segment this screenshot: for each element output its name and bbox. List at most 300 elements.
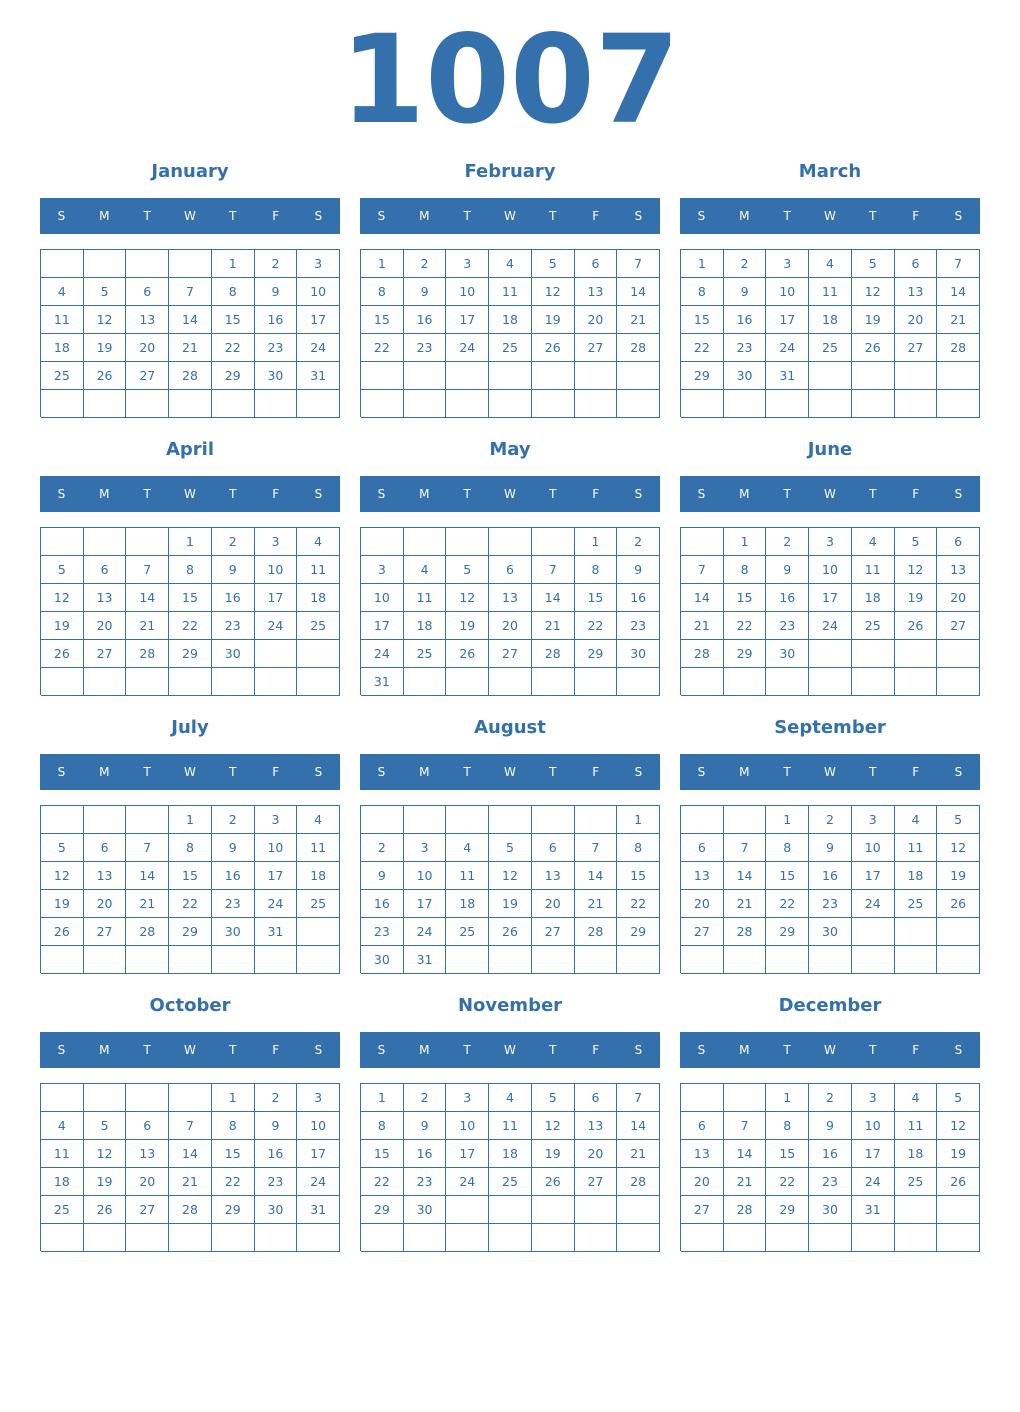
day-cell[interactable]: 2 xyxy=(766,528,809,556)
day-cell[interactable]: 25 xyxy=(446,918,489,946)
day-cell[interactable]: 22 xyxy=(724,612,767,640)
day-cell[interactable]: 17 xyxy=(361,612,404,640)
day-cell[interactable]: 27 xyxy=(489,640,532,668)
day-cell[interactable]: 2 xyxy=(404,1084,447,1112)
day-cell[interactable]: 21 xyxy=(681,612,724,640)
day-cell[interactable]: 23 xyxy=(212,612,255,640)
day-cell[interactable]: 14 xyxy=(724,1140,767,1168)
day-cell[interactable]: 30 xyxy=(212,640,255,668)
day-cell[interactable]: 25 xyxy=(41,362,84,390)
day-cell[interactable]: 30 xyxy=(404,1196,447,1224)
day-cell[interactable]: 16 xyxy=(255,1140,298,1168)
day-cell[interactable]: 6 xyxy=(126,1112,169,1140)
day-cell[interactable]: 17 xyxy=(404,890,447,918)
day-cell[interactable]: 13 xyxy=(681,1140,724,1168)
day-cell[interactable]: 2 xyxy=(212,528,255,556)
day-cell[interactable]: 30 xyxy=(809,918,852,946)
day-cell[interactable]: 30 xyxy=(255,362,298,390)
day-cell[interactable]: 8 xyxy=(361,1112,404,1140)
day-cell[interactable]: 16 xyxy=(809,862,852,890)
day-cell[interactable]: 20 xyxy=(895,306,938,334)
day-cell[interactable]: 1 xyxy=(169,528,212,556)
day-cell[interactable]: 23 xyxy=(809,890,852,918)
day-cell[interactable]: 4 xyxy=(895,806,938,834)
day-cell[interactable]: 1 xyxy=(169,806,212,834)
day-cell[interactable]: 16 xyxy=(212,584,255,612)
day-cell[interactable]: 27 xyxy=(895,334,938,362)
day-cell[interactable]: 29 xyxy=(212,1196,255,1224)
day-cell[interactable]: 8 xyxy=(361,278,404,306)
day-cell[interactable]: 1 xyxy=(766,1084,809,1112)
day-cell[interactable]: 28 xyxy=(126,918,169,946)
day-cell[interactable]: 4 xyxy=(489,250,532,278)
day-cell[interactable]: 12 xyxy=(84,306,127,334)
day-cell[interactable]: 12 xyxy=(446,584,489,612)
day-cell[interactable]: 12 xyxy=(532,1112,575,1140)
day-cell[interactable]: 16 xyxy=(212,862,255,890)
day-cell[interactable]: 23 xyxy=(724,334,767,362)
day-cell[interactable]: 26 xyxy=(446,640,489,668)
day-cell[interactable]: 6 xyxy=(681,1112,724,1140)
day-cell[interactable]: 10 xyxy=(766,278,809,306)
day-cell[interactable]: 18 xyxy=(895,1140,938,1168)
day-cell[interactable]: 6 xyxy=(681,834,724,862)
day-cell[interactable]: 15 xyxy=(681,306,724,334)
day-cell[interactable]: 25 xyxy=(41,1196,84,1224)
day-cell[interactable]: 21 xyxy=(575,890,618,918)
day-cell[interactable]: 2 xyxy=(255,1084,298,1112)
day-cell[interactable]: 24 xyxy=(809,612,852,640)
day-cell[interactable]: 4 xyxy=(446,834,489,862)
day-cell[interactable]: 2 xyxy=(404,250,447,278)
day-cell[interactable]: 23 xyxy=(255,334,298,362)
day-cell[interactable]: 10 xyxy=(297,278,340,306)
day-cell[interactable]: 30 xyxy=(766,640,809,668)
day-cell[interactable]: 24 xyxy=(852,1168,895,1196)
day-cell[interactable]: 29 xyxy=(575,640,618,668)
day-cell[interactable]: 21 xyxy=(724,890,767,918)
day-cell[interactable]: 11 xyxy=(895,834,938,862)
day-cell[interactable]: 21 xyxy=(617,1140,660,1168)
day-cell[interactable]: 23 xyxy=(766,612,809,640)
day-cell[interactable]: 17 xyxy=(297,306,340,334)
day-cell[interactable]: 15 xyxy=(617,862,660,890)
day-cell[interactable]: 16 xyxy=(404,306,447,334)
day-cell[interactable]: 4 xyxy=(809,250,852,278)
day-cell[interactable]: 12 xyxy=(41,862,84,890)
day-cell[interactable]: 12 xyxy=(895,556,938,584)
day-cell[interactable]: 16 xyxy=(809,1140,852,1168)
day-cell[interactable]: 3 xyxy=(766,250,809,278)
day-cell[interactable]: 9 xyxy=(766,556,809,584)
day-cell[interactable]: 4 xyxy=(297,528,340,556)
day-cell[interactable]: 20 xyxy=(681,890,724,918)
day-cell[interactable]: 16 xyxy=(361,890,404,918)
day-cell[interactable]: 17 xyxy=(446,306,489,334)
day-cell[interactable]: 3 xyxy=(852,1084,895,1112)
day-cell[interactable]: 2 xyxy=(809,1084,852,1112)
day-cell[interactable]: 31 xyxy=(297,362,340,390)
day-cell[interactable]: 12 xyxy=(84,1140,127,1168)
day-cell[interactable]: 15 xyxy=(169,584,212,612)
day-cell[interactable]: 24 xyxy=(361,640,404,668)
day-cell[interactable]: 2 xyxy=(212,806,255,834)
day-cell[interactable]: 3 xyxy=(255,528,298,556)
day-cell[interactable]: 5 xyxy=(489,834,532,862)
day-cell[interactable]: 25 xyxy=(489,1168,532,1196)
day-cell[interactable]: 22 xyxy=(361,1168,404,1196)
day-cell[interactable]: 21 xyxy=(724,1168,767,1196)
day-cell[interactable]: 8 xyxy=(766,834,809,862)
day-cell[interactable]: 28 xyxy=(937,334,980,362)
day-cell[interactable]: 19 xyxy=(446,612,489,640)
day-cell[interactable]: 8 xyxy=(575,556,618,584)
day-cell[interactable]: 27 xyxy=(84,918,127,946)
day-cell[interactable]: 19 xyxy=(489,890,532,918)
day-cell[interactable]: 4 xyxy=(404,556,447,584)
day-cell[interactable]: 13 xyxy=(895,278,938,306)
day-cell[interactable]: 18 xyxy=(489,306,532,334)
day-cell[interactable]: 7 xyxy=(724,834,767,862)
day-cell[interactable]: 16 xyxy=(617,584,660,612)
day-cell[interactable]: 29 xyxy=(169,918,212,946)
day-cell[interactable]: 13 xyxy=(126,1140,169,1168)
day-cell[interactable]: 28 xyxy=(575,918,618,946)
day-cell[interactable]: 6 xyxy=(532,834,575,862)
day-cell[interactable]: 10 xyxy=(446,278,489,306)
day-cell[interactable]: 5 xyxy=(937,1084,980,1112)
day-cell[interactable]: 29 xyxy=(361,1196,404,1224)
day-cell[interactable]: 8 xyxy=(681,278,724,306)
day-cell[interactable]: 25 xyxy=(895,1168,938,1196)
day-cell[interactable]: 27 xyxy=(681,1196,724,1224)
day-cell[interactable]: 5 xyxy=(895,528,938,556)
day-cell[interactable]: 18 xyxy=(404,612,447,640)
day-cell[interactable]: 19 xyxy=(895,584,938,612)
day-cell[interactable]: 8 xyxy=(169,834,212,862)
day-cell[interactable]: 20 xyxy=(84,612,127,640)
day-cell[interactable]: 23 xyxy=(404,1168,447,1196)
day-cell[interactable]: 22 xyxy=(169,612,212,640)
day-cell[interactable]: 18 xyxy=(809,306,852,334)
day-cell[interactable]: 28 xyxy=(532,640,575,668)
day-cell[interactable]: 1 xyxy=(724,528,767,556)
day-cell[interactable]: 21 xyxy=(169,1168,212,1196)
day-cell[interactable]: 16 xyxy=(724,306,767,334)
day-cell[interactable]: 6 xyxy=(84,834,127,862)
day-cell[interactable]: 19 xyxy=(852,306,895,334)
day-cell[interactable]: 4 xyxy=(41,1112,84,1140)
day-cell[interactable]: 7 xyxy=(169,278,212,306)
day-cell[interactable]: 17 xyxy=(255,862,298,890)
day-cell[interactable]: 18 xyxy=(41,334,84,362)
day-cell[interactable]: 29 xyxy=(766,918,809,946)
day-cell[interactable]: 13 xyxy=(575,278,618,306)
day-cell[interactable]: 24 xyxy=(255,890,298,918)
day-cell[interactable]: 7 xyxy=(532,556,575,584)
day-cell[interactable]: 11 xyxy=(489,1112,532,1140)
day-cell[interactable]: 30 xyxy=(361,946,404,974)
day-cell[interactable]: 19 xyxy=(84,1168,127,1196)
day-cell[interactable]: 5 xyxy=(84,1112,127,1140)
day-cell[interactable]: 11 xyxy=(852,556,895,584)
day-cell[interactable]: 24 xyxy=(297,334,340,362)
day-cell[interactable]: 1 xyxy=(212,1084,255,1112)
day-cell[interactable]: 10 xyxy=(809,556,852,584)
day-cell[interactable]: 30 xyxy=(255,1196,298,1224)
day-cell[interactable]: 22 xyxy=(212,1168,255,1196)
day-cell[interactable]: 28 xyxy=(617,334,660,362)
day-cell[interactable]: 17 xyxy=(297,1140,340,1168)
day-cell[interactable]: 18 xyxy=(446,890,489,918)
day-cell[interactable]: 7 xyxy=(126,834,169,862)
day-cell[interactable]: 24 xyxy=(852,890,895,918)
day-cell[interactable]: 11 xyxy=(41,306,84,334)
day-cell[interactable]: 22 xyxy=(766,1168,809,1196)
day-cell[interactable]: 25 xyxy=(809,334,852,362)
day-cell[interactable]: 14 xyxy=(169,1140,212,1168)
day-cell[interactable]: 30 xyxy=(617,640,660,668)
day-cell[interactable]: 25 xyxy=(489,334,532,362)
day-cell[interactable]: 16 xyxy=(766,584,809,612)
day-cell[interactable]: 5 xyxy=(41,834,84,862)
day-cell[interactable]: 26 xyxy=(84,1196,127,1224)
day-cell[interactable]: 17 xyxy=(255,584,298,612)
day-cell[interactable]: 9 xyxy=(404,278,447,306)
day-cell[interactable]: 20 xyxy=(575,306,618,334)
day-cell[interactable]: 24 xyxy=(446,1168,489,1196)
day-cell[interactable]: 11 xyxy=(809,278,852,306)
day-cell[interactable]: 13 xyxy=(84,584,127,612)
day-cell[interactable]: 13 xyxy=(84,862,127,890)
day-cell[interactable]: 13 xyxy=(532,862,575,890)
day-cell[interactable]: 2 xyxy=(617,528,660,556)
day-cell[interactable]: 12 xyxy=(489,862,532,890)
day-cell[interactable]: 2 xyxy=(724,250,767,278)
day-cell[interactable]: 14 xyxy=(724,862,767,890)
day-cell[interactable]: 4 xyxy=(489,1084,532,1112)
day-cell[interactable]: 8 xyxy=(169,556,212,584)
day-cell[interactable]: 2 xyxy=(361,834,404,862)
day-cell[interactable]: 24 xyxy=(255,612,298,640)
day-cell[interactable]: 27 xyxy=(532,918,575,946)
day-cell[interactable]: 10 xyxy=(852,834,895,862)
day-cell[interactable]: 23 xyxy=(212,890,255,918)
day-cell[interactable]: 12 xyxy=(937,834,980,862)
day-cell[interactable]: 22 xyxy=(575,612,618,640)
day-cell[interactable]: 3 xyxy=(446,250,489,278)
day-cell[interactable]: 11 xyxy=(895,1112,938,1140)
day-cell[interactable]: 1 xyxy=(617,806,660,834)
day-cell[interactable]: 14 xyxy=(126,584,169,612)
day-cell[interactable]: 7 xyxy=(575,834,618,862)
day-cell[interactable]: 1 xyxy=(766,806,809,834)
day-cell[interactable]: 1 xyxy=(681,250,724,278)
day-cell[interactable]: 29 xyxy=(617,918,660,946)
day-cell[interactable]: 5 xyxy=(446,556,489,584)
day-cell[interactable]: 11 xyxy=(41,1140,84,1168)
day-cell[interactable]: 9 xyxy=(255,1112,298,1140)
day-cell[interactable]: 13 xyxy=(126,306,169,334)
day-cell[interactable]: 24 xyxy=(766,334,809,362)
day-cell[interactable]: 20 xyxy=(84,890,127,918)
day-cell[interactable]: 12 xyxy=(532,278,575,306)
day-cell[interactable]: 17 xyxy=(809,584,852,612)
day-cell[interactable]: 28 xyxy=(169,1196,212,1224)
day-cell[interactable]: 1 xyxy=(361,1084,404,1112)
day-cell[interactable]: 21 xyxy=(937,306,980,334)
day-cell[interactable]: 29 xyxy=(681,362,724,390)
day-cell[interactable]: 10 xyxy=(255,556,298,584)
day-cell[interactable]: 15 xyxy=(724,584,767,612)
day-cell[interactable]: 14 xyxy=(617,1112,660,1140)
day-cell[interactable]: 22 xyxy=(169,890,212,918)
day-cell[interactable]: 14 xyxy=(937,278,980,306)
day-cell[interactable]: 17 xyxy=(446,1140,489,1168)
day-cell[interactable]: 16 xyxy=(255,306,298,334)
day-cell[interactable]: 10 xyxy=(404,862,447,890)
day-cell[interactable]: 27 xyxy=(575,1168,618,1196)
day-cell[interactable]: 7 xyxy=(724,1112,767,1140)
day-cell[interactable]: 17 xyxy=(852,1140,895,1168)
day-cell[interactable]: 27 xyxy=(84,640,127,668)
day-cell[interactable]: 3 xyxy=(297,250,340,278)
day-cell[interactable]: 12 xyxy=(937,1112,980,1140)
day-cell[interactable]: 7 xyxy=(169,1112,212,1140)
day-cell[interactable]: 18 xyxy=(41,1168,84,1196)
day-cell[interactable]: 1 xyxy=(361,250,404,278)
day-cell[interactable]: 8 xyxy=(766,1112,809,1140)
day-cell[interactable]: 3 xyxy=(809,528,852,556)
day-cell[interactable]: 13 xyxy=(937,556,980,584)
day-cell[interactable]: 24 xyxy=(446,334,489,362)
day-cell[interactable]: 22 xyxy=(681,334,724,362)
day-cell[interactable]: 15 xyxy=(766,1140,809,1168)
day-cell[interactable]: 29 xyxy=(766,1196,809,1224)
day-cell[interactable]: 14 xyxy=(681,584,724,612)
day-cell[interactable]: 17 xyxy=(852,862,895,890)
day-cell[interactable]: 16 xyxy=(404,1140,447,1168)
day-cell[interactable]: 13 xyxy=(489,584,532,612)
day-cell[interactable]: 6 xyxy=(937,528,980,556)
day-cell[interactable]: 8 xyxy=(212,1112,255,1140)
day-cell[interactable]: 8 xyxy=(617,834,660,862)
day-cell[interactable]: 4 xyxy=(41,278,84,306)
day-cell[interactable]: 11 xyxy=(297,834,340,862)
day-cell[interactable]: 18 xyxy=(489,1140,532,1168)
day-cell[interactable]: 3 xyxy=(404,834,447,862)
day-cell[interactable]: 3 xyxy=(361,556,404,584)
day-cell[interactable]: 5 xyxy=(937,806,980,834)
day-cell[interactable]: 25 xyxy=(852,612,895,640)
day-cell[interactable]: 9 xyxy=(255,278,298,306)
day-cell[interactable]: 5 xyxy=(852,250,895,278)
day-cell[interactable]: 15 xyxy=(361,1140,404,1168)
day-cell[interactable]: 10 xyxy=(255,834,298,862)
day-cell[interactable]: 8 xyxy=(212,278,255,306)
day-cell[interactable]: 12 xyxy=(41,584,84,612)
day-cell[interactable]: 26 xyxy=(532,1168,575,1196)
day-cell[interactable]: 9 xyxy=(724,278,767,306)
day-cell[interactable]: 11 xyxy=(404,584,447,612)
day-cell[interactable]: 1 xyxy=(212,250,255,278)
day-cell[interactable]: 21 xyxy=(169,334,212,362)
day-cell[interactable]: 7 xyxy=(617,1084,660,1112)
day-cell[interactable]: 18 xyxy=(297,584,340,612)
day-cell[interactable]: 5 xyxy=(532,250,575,278)
day-cell[interactable]: 22 xyxy=(212,334,255,362)
day-cell[interactable]: 4 xyxy=(852,528,895,556)
day-cell[interactable]: 15 xyxy=(169,862,212,890)
day-cell[interactable]: 21 xyxy=(126,612,169,640)
day-cell[interactable]: 21 xyxy=(126,890,169,918)
day-cell[interactable]: 20 xyxy=(489,612,532,640)
day-cell[interactable]: 31 xyxy=(404,946,447,974)
day-cell[interactable]: 28 xyxy=(681,640,724,668)
day-cell[interactable]: 17 xyxy=(766,306,809,334)
day-cell[interactable]: 20 xyxy=(532,890,575,918)
day-cell[interactable]: 28 xyxy=(169,362,212,390)
day-cell[interactable]: 23 xyxy=(617,612,660,640)
day-cell[interactable]: 9 xyxy=(809,834,852,862)
day-cell[interactable]: 4 xyxy=(297,806,340,834)
day-cell[interactable]: 11 xyxy=(489,278,532,306)
day-cell[interactable]: 12 xyxy=(852,278,895,306)
day-cell[interactable]: 26 xyxy=(489,918,532,946)
day-cell[interactable]: 28 xyxy=(724,1196,767,1224)
day-cell[interactable]: 10 xyxy=(852,1112,895,1140)
day-cell[interactable]: 10 xyxy=(446,1112,489,1140)
day-cell[interactable]: 15 xyxy=(212,1140,255,1168)
day-cell[interactable]: 6 xyxy=(895,250,938,278)
day-cell[interactable]: 25 xyxy=(895,890,938,918)
day-cell[interactable]: 21 xyxy=(532,612,575,640)
day-cell[interactable]: 6 xyxy=(575,250,618,278)
day-cell[interactable]: 13 xyxy=(575,1112,618,1140)
day-cell[interactable]: 3 xyxy=(255,806,298,834)
day-cell[interactable]: 19 xyxy=(84,334,127,362)
day-cell[interactable]: 30 xyxy=(809,1196,852,1224)
day-cell[interactable]: 30 xyxy=(724,362,767,390)
day-cell[interactable]: 22 xyxy=(617,890,660,918)
day-cell[interactable]: 29 xyxy=(724,640,767,668)
day-cell[interactable]: 9 xyxy=(361,862,404,890)
day-cell[interactable]: 23 xyxy=(809,1168,852,1196)
day-cell[interactable]: 6 xyxy=(84,556,127,584)
day-cell[interactable]: 25 xyxy=(297,612,340,640)
day-cell[interactable]: 31 xyxy=(361,668,404,696)
day-cell[interactable]: 20 xyxy=(126,1168,169,1196)
day-cell[interactable]: 3 xyxy=(852,806,895,834)
day-cell[interactable]: 6 xyxy=(489,556,532,584)
day-cell[interactable]: 10 xyxy=(297,1112,340,1140)
day-cell[interactable]: 20 xyxy=(937,584,980,612)
day-cell[interactable]: 21 xyxy=(617,306,660,334)
day-cell[interactable]: 9 xyxy=(809,1112,852,1140)
day-cell[interactable]: 24 xyxy=(404,918,447,946)
day-cell[interactable]: 27 xyxy=(126,362,169,390)
day-cell[interactable]: 31 xyxy=(852,1196,895,1224)
day-cell[interactable]: 20 xyxy=(575,1140,618,1168)
day-cell[interactable]: 6 xyxy=(575,1084,618,1112)
day-cell[interactable]: 9 xyxy=(404,1112,447,1140)
day-cell[interactable]: 19 xyxy=(937,1140,980,1168)
day-cell[interactable]: 19 xyxy=(41,890,84,918)
day-cell[interactable]: 9 xyxy=(212,556,255,584)
day-cell[interactable]: 6 xyxy=(126,278,169,306)
day-cell[interactable]: 2 xyxy=(809,806,852,834)
day-cell[interactable]: 31 xyxy=(297,1196,340,1224)
